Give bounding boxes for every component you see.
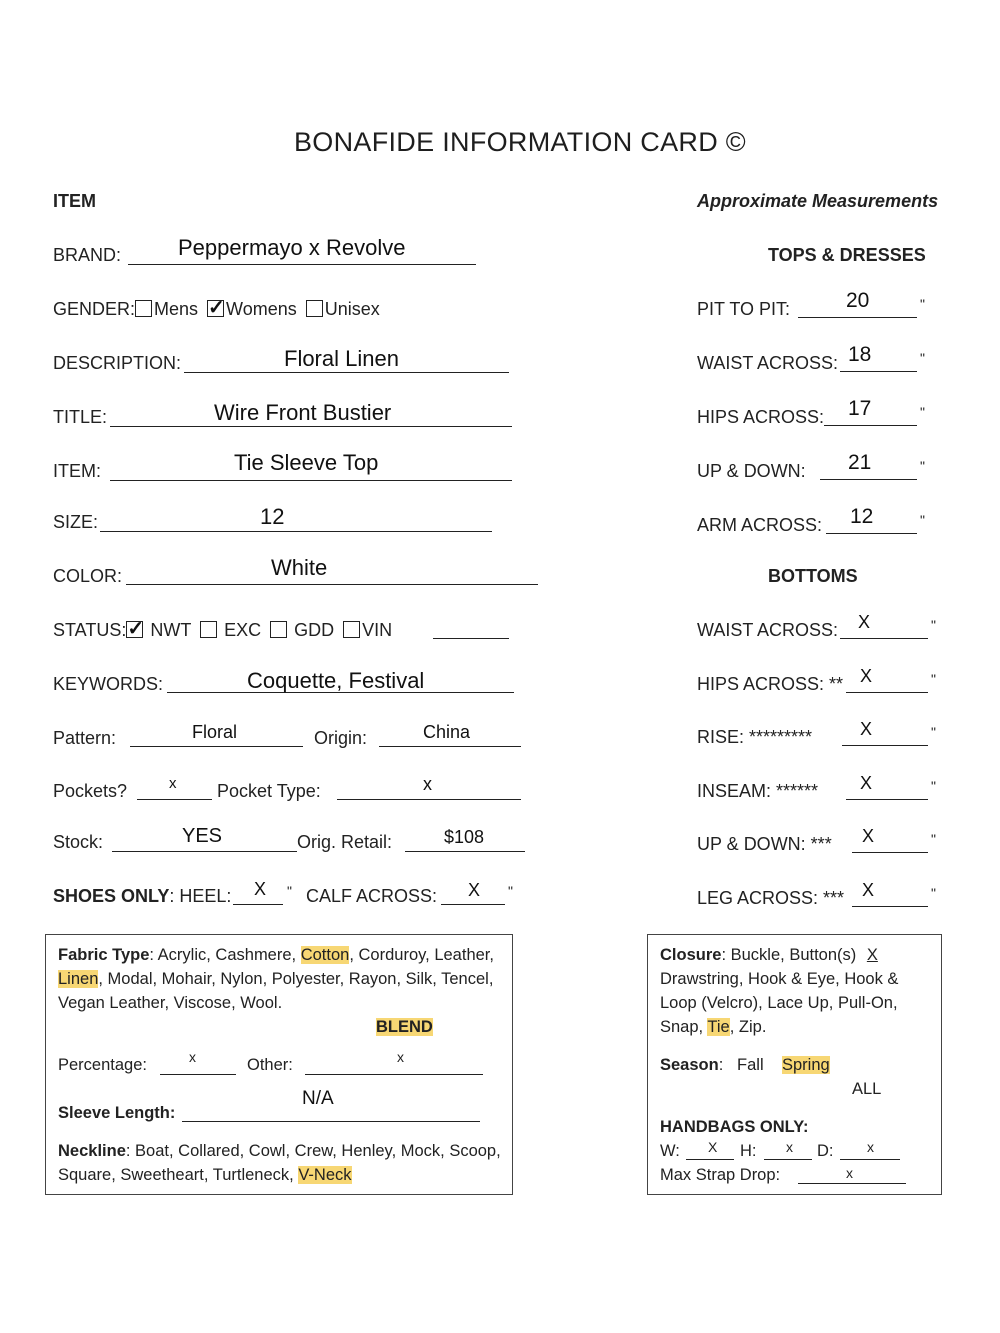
fabric-option: Wool bbox=[240, 994, 278, 1012]
tops-line bbox=[840, 371, 917, 372]
sleeve-length-label: Sleeve Length: bbox=[58, 1104, 176, 1122]
bottoms-inch-mark: " bbox=[931, 884, 936, 901]
pocket-type-value[interactable]: x bbox=[423, 774, 432, 794]
gender-unisex-label: Unisex bbox=[324, 299, 380, 319]
size-value[interactable]: 12 bbox=[260, 504, 285, 529]
shoes-only-label: SHOES ONLY bbox=[53, 886, 170, 906]
percentage-value[interactable]: x bbox=[189, 1049, 196, 1065]
season-row: Season: Fall Spring bbox=[660, 1056, 830, 1074]
bottoms-label: LEG ACROSS: *** bbox=[697, 887, 845, 908]
gender-womens-checkbox[interactable] bbox=[207, 300, 224, 317]
fabric-label: Fabric Type bbox=[58, 946, 150, 964]
neckline-text: Neckline: Boat, Collared, Cowl, Crew, Henley, Mock, Scoop, Square, Sweetheart, Turtleneck, V-Neck bbox=[58, 1142, 501, 1184]
status-line bbox=[433, 638, 509, 639]
neckline-option: Scoop bbox=[449, 1142, 497, 1160]
fabric-option: Mohair bbox=[161, 970, 212, 988]
bottoms-label: INSEAM: ****** bbox=[697, 780, 819, 801]
status-exc-checkbox[interactable] bbox=[200, 621, 217, 638]
neckline-option: Mock bbox=[400, 1142, 441, 1160]
gender-field bbox=[53, 299, 380, 320]
bottoms-line bbox=[846, 799, 928, 800]
bottoms-heading: BOTTOMS bbox=[768, 566, 858, 586]
bottoms-inch-mark: " bbox=[931, 724, 936, 740]
fabric-option: Viscose bbox=[173, 994, 232, 1012]
fabric-option: Linen bbox=[58, 970, 99, 988]
orig-retail-line bbox=[405, 851, 525, 852]
item-heading: ITEM bbox=[53, 191, 96, 211]
fabric-option: Cotton bbox=[300, 946, 350, 964]
bottoms-label: WAIST ACROSS: bbox=[697, 620, 839, 640]
bottoms-inch-mark: " bbox=[931, 617, 936, 633]
tops-value[interactable]: 17 bbox=[848, 397, 872, 420]
pockets-value[interactable]: x bbox=[169, 775, 177, 792]
tops-inch-mark: " bbox=[920, 404, 925, 420]
title-value[interactable]: Wire Front Bustier bbox=[214, 400, 392, 425]
bottoms-line bbox=[846, 692, 928, 693]
handbag-h-value[interactable]: x bbox=[786, 1139, 793, 1155]
neckline-option: Boat bbox=[135, 1142, 169, 1160]
heel-label: : HEEL: bbox=[169, 886, 232, 906]
strap-drop-value[interactable]: x bbox=[846, 1165, 853, 1181]
neckline-option: Sweetheart bbox=[120, 1166, 204, 1184]
fabric-option: Corduroy bbox=[358, 946, 426, 964]
status-nwt-label: NWT bbox=[150, 620, 192, 640]
status-label: STATUS: bbox=[53, 620, 127, 640]
description-label: DESCRIPTION: bbox=[53, 353, 182, 373]
closure-option: Hook & Eye bbox=[748, 970, 836, 988]
tops-label: HIPS ACROSS: bbox=[697, 407, 825, 427]
heel-line bbox=[233, 904, 283, 905]
closure-option: Zip. bbox=[738, 1018, 767, 1036]
fabric-option: Acrylic bbox=[157, 946, 207, 964]
brand-value[interactable]: Peppermayo x Revolve bbox=[178, 235, 406, 260]
handbag-h-line bbox=[764, 1159, 812, 1160]
heel-value[interactable]: X bbox=[254, 879, 267, 899]
bottoms-label: HIPS ACROSS: ** bbox=[697, 673, 844, 694]
tops-label: WAIST ACROSS: bbox=[697, 353, 839, 373]
stock-line bbox=[112, 851, 297, 852]
tops-inch-mark: " bbox=[920, 458, 925, 474]
bottoms-value[interactable]: X bbox=[860, 719, 873, 739]
percentage-line bbox=[160, 1074, 236, 1075]
keywords-label: KEYWORDS: bbox=[53, 674, 164, 694]
item-line bbox=[110, 480, 512, 481]
measurements-heading: Approximate Measurements bbox=[697, 191, 939, 211]
bottoms-line bbox=[852, 852, 928, 853]
handbag-d-value[interactable]: x bbox=[867, 1139, 874, 1155]
status-nwt-checkbox[interactable] bbox=[126, 621, 143, 638]
size-line bbox=[100, 531, 492, 532]
handbag-d-line bbox=[840, 1159, 900, 1160]
other-line bbox=[305, 1074, 483, 1075]
bottoms-value[interactable]: X bbox=[862, 826, 875, 846]
season-all: ALL bbox=[852, 1080, 882, 1098]
calf-label: CALF ACROSS: bbox=[306, 886, 438, 906]
percentage-label: Percentage: bbox=[58, 1056, 147, 1074]
neckline-option: Collared bbox=[178, 1142, 240, 1160]
other-value[interactable]: x bbox=[397, 1049, 404, 1065]
origin-label: Origin: bbox=[314, 728, 368, 748]
closure-option: Button(s) bbox=[789, 946, 857, 964]
pattern-line bbox=[130, 746, 303, 747]
status-exc-label: EXC bbox=[224, 620, 262, 640]
fabric-option: Tencel bbox=[441, 970, 489, 988]
bottoms-value[interactable]: X bbox=[858, 612, 871, 632]
fabric-option: Nylon bbox=[220, 970, 263, 988]
pocket-type-label: Pocket Type: bbox=[217, 781, 321, 801]
handbag-w-line bbox=[686, 1159, 734, 1160]
other-label: Other: bbox=[247, 1056, 293, 1074]
tops-line bbox=[798, 317, 917, 318]
neckline-option: V-Neck bbox=[298, 1166, 352, 1184]
closure-option: Buckle bbox=[730, 946, 781, 964]
calf-inch-mark: " bbox=[508, 883, 513, 899]
title-line bbox=[110, 426, 512, 427]
item-label: ITEM: bbox=[53, 461, 101, 481]
closure-box bbox=[647, 934, 942, 1195]
gender-mens-label: Mens bbox=[154, 299, 199, 319]
gender-mens-checkbox[interactable] bbox=[135, 300, 152, 317]
item-value[interactable]: Tie Sleeve Top bbox=[234, 450, 379, 475]
calf-value[interactable]: X bbox=[468, 880, 481, 900]
bottoms-label: RISE: ********* bbox=[697, 727, 813, 747]
neckline-option: Crew bbox=[294, 1142, 333, 1160]
tops-line bbox=[824, 425, 917, 426]
sleeve-length-line bbox=[182, 1121, 480, 1122]
handbag-h-label: H: bbox=[740, 1142, 757, 1160]
pattern-value[interactable]: Floral bbox=[192, 722, 238, 742]
fabric-option: Vegan Leather bbox=[58, 994, 165, 1012]
neckline-label: Neckline bbox=[58, 1142, 126, 1160]
color-line bbox=[126, 584, 538, 585]
bottoms-line bbox=[840, 638, 928, 639]
closure-value[interactable]: X bbox=[866, 946, 878, 964]
status-vin-checkbox[interactable] bbox=[343, 621, 360, 638]
tops-inch-mark: " bbox=[920, 296, 925, 312]
closure-option: Snap bbox=[660, 1018, 699, 1036]
shoes-row bbox=[53, 886, 231, 907]
season-fall: Fall bbox=[737, 1056, 764, 1074]
bottoms-inch-mark: " bbox=[931, 670, 936, 687]
stock-label: Stock: bbox=[53, 832, 104, 852]
tops-inch-mark: " bbox=[920, 512, 925, 528]
fabric-option: Polyester bbox=[271, 970, 340, 988]
gender-unisex-checkbox[interactable] bbox=[306, 300, 323, 317]
brand-line bbox=[128, 264, 476, 265]
season-spring: Spring bbox=[781, 1056, 830, 1074]
closure-text: Closure: Buckle, Button(s) X Drawstring, Hook & Eye, Hook & Loop (Velcro), Lace Up, Pull-On, Snap, Tie, Zip. bbox=[660, 946, 899, 1036]
closure-option: Tie bbox=[707, 1018, 730, 1036]
status-field bbox=[53, 620, 392, 641]
closure-label: Closure bbox=[660, 946, 722, 964]
handbags-heading: HANDBAGS ONLY: bbox=[660, 1118, 809, 1136]
bottoms-inch-mark: " bbox=[931, 777, 936, 794]
tops-heading: TOPS & DRESSES bbox=[768, 245, 926, 265]
pocket-type-line bbox=[337, 799, 521, 800]
heel-inch-mark: " bbox=[287, 883, 292, 899]
strap-drop-label: Max Strap Drop: bbox=[660, 1166, 781, 1184]
title-label: TITLE: bbox=[53, 407, 108, 427]
gender-label: GENDER: bbox=[53, 299, 136, 319]
size-label: SIZE: bbox=[53, 512, 99, 532]
fabric-option: Cashmere bbox=[215, 946, 292, 964]
bottoms-line bbox=[852, 906, 928, 907]
orig-retail-label: Orig. Retail: bbox=[297, 832, 393, 852]
neckline-option: Henley bbox=[341, 1142, 392, 1160]
stock-value[interactable]: YES bbox=[182, 825, 223, 847]
pockets-line bbox=[137, 799, 212, 800]
description-value[interactable]: Floral Linen bbox=[284, 346, 399, 371]
bottoms-inch-mark: " bbox=[931, 831, 936, 847]
tops-value[interactable]: 21 bbox=[848, 451, 872, 474]
tops-line bbox=[820, 479, 917, 480]
fabric-option: Silk bbox=[405, 970, 433, 988]
status-gdd-checkbox[interactable] bbox=[270, 621, 287, 638]
closure-option: Pull-On bbox=[837, 994, 893, 1012]
orig-retail-value[interactable]: $108 bbox=[444, 827, 485, 847]
color-value[interactable]: White bbox=[271, 555, 328, 580]
sleeve-length-value[interactable]: N/A bbox=[302, 1088, 334, 1109]
closure-option: Hook & Loop (Velcro) bbox=[660, 970, 899, 1012]
calf-line bbox=[441, 904, 505, 905]
description-line bbox=[184, 372, 509, 373]
neckline-option: Cowl bbox=[248, 1142, 286, 1160]
tops-line bbox=[826, 533, 917, 534]
origin-line bbox=[379, 746, 521, 747]
tops-value[interactable]: 18 bbox=[848, 343, 872, 366]
neckline-option: Square bbox=[58, 1166, 112, 1184]
fabric-option: Leather bbox=[434, 946, 490, 964]
fabric-box bbox=[45, 934, 513, 1195]
bottoms-line bbox=[842, 745, 928, 746]
status-vin-label: VIN bbox=[362, 620, 393, 640]
handbag-w-value[interactable]: X bbox=[708, 1139, 718, 1155]
tops-value[interactable]: 20 bbox=[846, 289, 870, 312]
fabric-blend-text: BLEND bbox=[376, 1018, 433, 1036]
closure-option: Lace Up bbox=[767, 994, 829, 1012]
closure-option: Drawstring bbox=[660, 970, 739, 988]
bottoms-value[interactable]: X bbox=[860, 665, 873, 686]
season-label: Season bbox=[660, 1056, 719, 1074]
fabric-option: Rayon bbox=[348, 970, 397, 988]
bottoms-value[interactable]: X bbox=[860, 772, 873, 793]
color-label: COLOR: bbox=[53, 566, 123, 586]
origin-value[interactable]: China bbox=[423, 722, 471, 742]
keywords-value[interactable]: Coquette, Festival bbox=[247, 668, 425, 693]
pattern-label: Pattern: bbox=[53, 728, 117, 748]
handbag-w-label: W: bbox=[660, 1142, 680, 1160]
tops-inch-mark: " bbox=[920, 350, 925, 366]
fabric-blend-label bbox=[376, 1015, 433, 1039]
pockets-label: Pockets? bbox=[53, 781, 128, 801]
tops-label: UP & DOWN: bbox=[697, 461, 806, 481]
tops-label: ARM ACROSS: bbox=[697, 515, 823, 535]
bottoms-value[interactable]: X bbox=[862, 879, 875, 900]
gender-womens-label: Womens bbox=[226, 299, 297, 319]
fabric-type-text: Fabric Type: Acrylic, Cashmere, Cotton, Corduroy, Leather, Linen, Modal, Mohair, Nylon, Polyester, Rayon, Silk, Tencel, Vegan Leather, Viscose, Wool. bbox=[58, 946, 494, 1012]
neckline-option: Turtleneck bbox=[212, 1166, 290, 1184]
fabric-option: Modal bbox=[107, 970, 153, 988]
tops-value[interactable]: 12 bbox=[850, 505, 874, 528]
page-title: BONAFIDE INFORMATION CARD © bbox=[294, 127, 747, 157]
brand-label: BRAND: bbox=[53, 245, 122, 265]
tops-label: PIT TO PIT: bbox=[697, 299, 791, 319]
handbag-d-label: D: bbox=[817, 1142, 834, 1160]
bottoms-label: UP & DOWN: *** bbox=[697, 834, 832, 854]
status-gdd-label: GDD bbox=[294, 620, 335, 640]
